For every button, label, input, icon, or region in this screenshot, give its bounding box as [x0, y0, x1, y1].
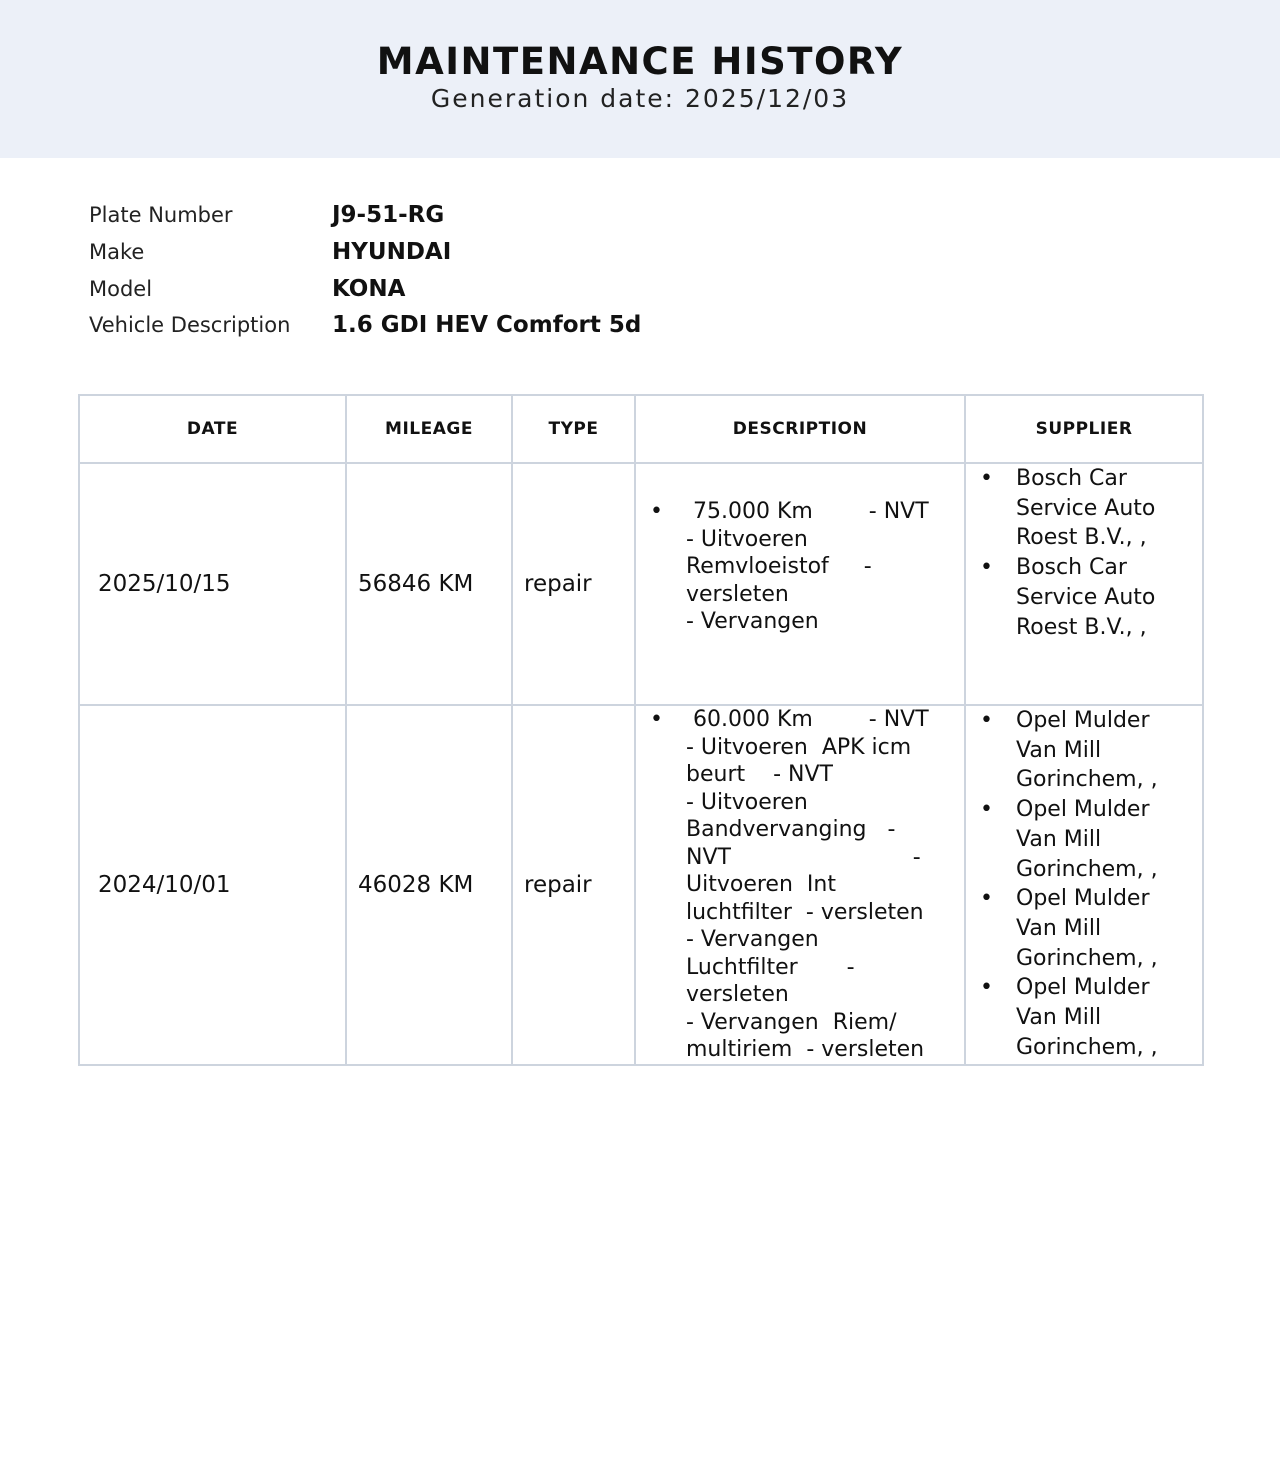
- description-line: - Vervangen Riem/: [686, 1009, 897, 1035]
- report-title: MAINTENANCE HISTORY: [376, 40, 904, 83]
- row-date: 2024/10/01: [79, 705, 346, 1065]
- supplier-item: • Bosch Car Service Auto Roest B.V., ,: [1016, 553, 1202, 642]
- description-line: - Vervangen: [686, 927, 819, 952]
- plate-label: Plate Number: [89, 203, 233, 228]
- description-line: - Uitvoeren: [686, 789, 808, 815]
- description-row: [89, 307, 641, 344]
- row-description: [635, 705, 965, 1065]
- vehicle-description-value: 1.6 GDI HEV Comfort 5d: [332, 312, 642, 339]
- vehicle-description-label: Vehicle Description: [89, 313, 291, 338]
- make-row: [89, 234, 641, 271]
- column-header-supplier: SUPPLIER: [965, 395, 1203, 463]
- description-item: [686, 706, 952, 1064]
- table-row: [79, 705, 1203, 1065]
- column-header-date: DATE: [79, 395, 346, 463]
- description-list: [636, 498, 964, 636]
- description-line: Luchtfilter -: [686, 954, 855, 980]
- model-row: [89, 270, 641, 307]
- row-supplier: [965, 705, 1203, 1065]
- description-line: • 75.000 Km - NVT: [686, 499, 929, 524]
- row-mileage: 46028 KM: [346, 705, 512, 1065]
- description-line: Uitvoeren Int: [686, 872, 836, 897]
- supplier-item: • Opel Mulder Van Mill Gorinchem, ,: [1016, 706, 1202, 795]
- table-row: [79, 463, 1203, 705]
- maintenance-table: [78, 394, 1204, 1066]
- model-label: Model: [89, 276, 153, 301]
- supplier-item: • Opel Mulder Van Mill Gorinchem, ,: [1016, 795, 1202, 884]
- row-type: repair: [512, 463, 635, 705]
- description-item: [686, 498, 952, 636]
- row-mileage: 56846 KM: [346, 463, 512, 705]
- row-supplier: [965, 463, 1203, 705]
- column-header-type: TYPE: [512, 395, 635, 463]
- description-line: - Vervangen: [686, 609, 819, 634]
- description-list: [636, 706, 964, 1064]
- description-line: Remvloeistof -: [686, 554, 872, 579]
- plate-row: [89, 197, 641, 234]
- supplier-list: [966, 464, 1202, 642]
- description-line: beurt - NVT: [686, 762, 833, 787]
- description-line: - Uitvoeren APK icm: [686, 734, 912, 760]
- row-type: repair: [512, 705, 635, 1065]
- row-date: 2025/10/15: [79, 463, 346, 705]
- plate-value: J9-51-RG: [332, 202, 445, 229]
- supplier-item: • Opel Mulder Van Mill Gorinchem, ,: [1016, 973, 1202, 1062]
- description-line: • 60.000 Km - NVT: [686, 707, 929, 732]
- table-header-row: [79, 395, 1203, 463]
- model-value: KONA: [332, 275, 406, 302]
- column-header-description: DESCRIPTION: [635, 395, 965, 463]
- description-line: multiriem - versleten: [686, 1037, 925, 1062]
- description-line: NVT -: [686, 844, 921, 870]
- supplier-item: • Opel Mulder Van Mill Gorinchem, ,: [1016, 884, 1202, 973]
- supplier-item: • Bosch Car Service Auto Roest B.V., ,: [1016, 464, 1202, 553]
- generation-date: Generation date: 2025/12/03: [430, 84, 850, 113]
- column-header-mileage: MILEAGE: [346, 395, 512, 463]
- description-line: Bandvervanging -: [686, 817, 896, 842]
- description-line: versleten: [686, 581, 789, 607]
- description-line: versleten: [686, 982, 789, 1007]
- row-description: [635, 463, 965, 705]
- make-value: HYUNDAI: [332, 239, 452, 266]
- report-header: [0, 0, 1280, 158]
- vehicle-info: [89, 197, 641, 344]
- description-line: luchtfilter - versleten: [686, 899, 924, 925]
- description-line: - Uitvoeren: [686, 526, 808, 552]
- supplier-list: [966, 706, 1202, 1062]
- make-label: Make: [89, 240, 145, 265]
